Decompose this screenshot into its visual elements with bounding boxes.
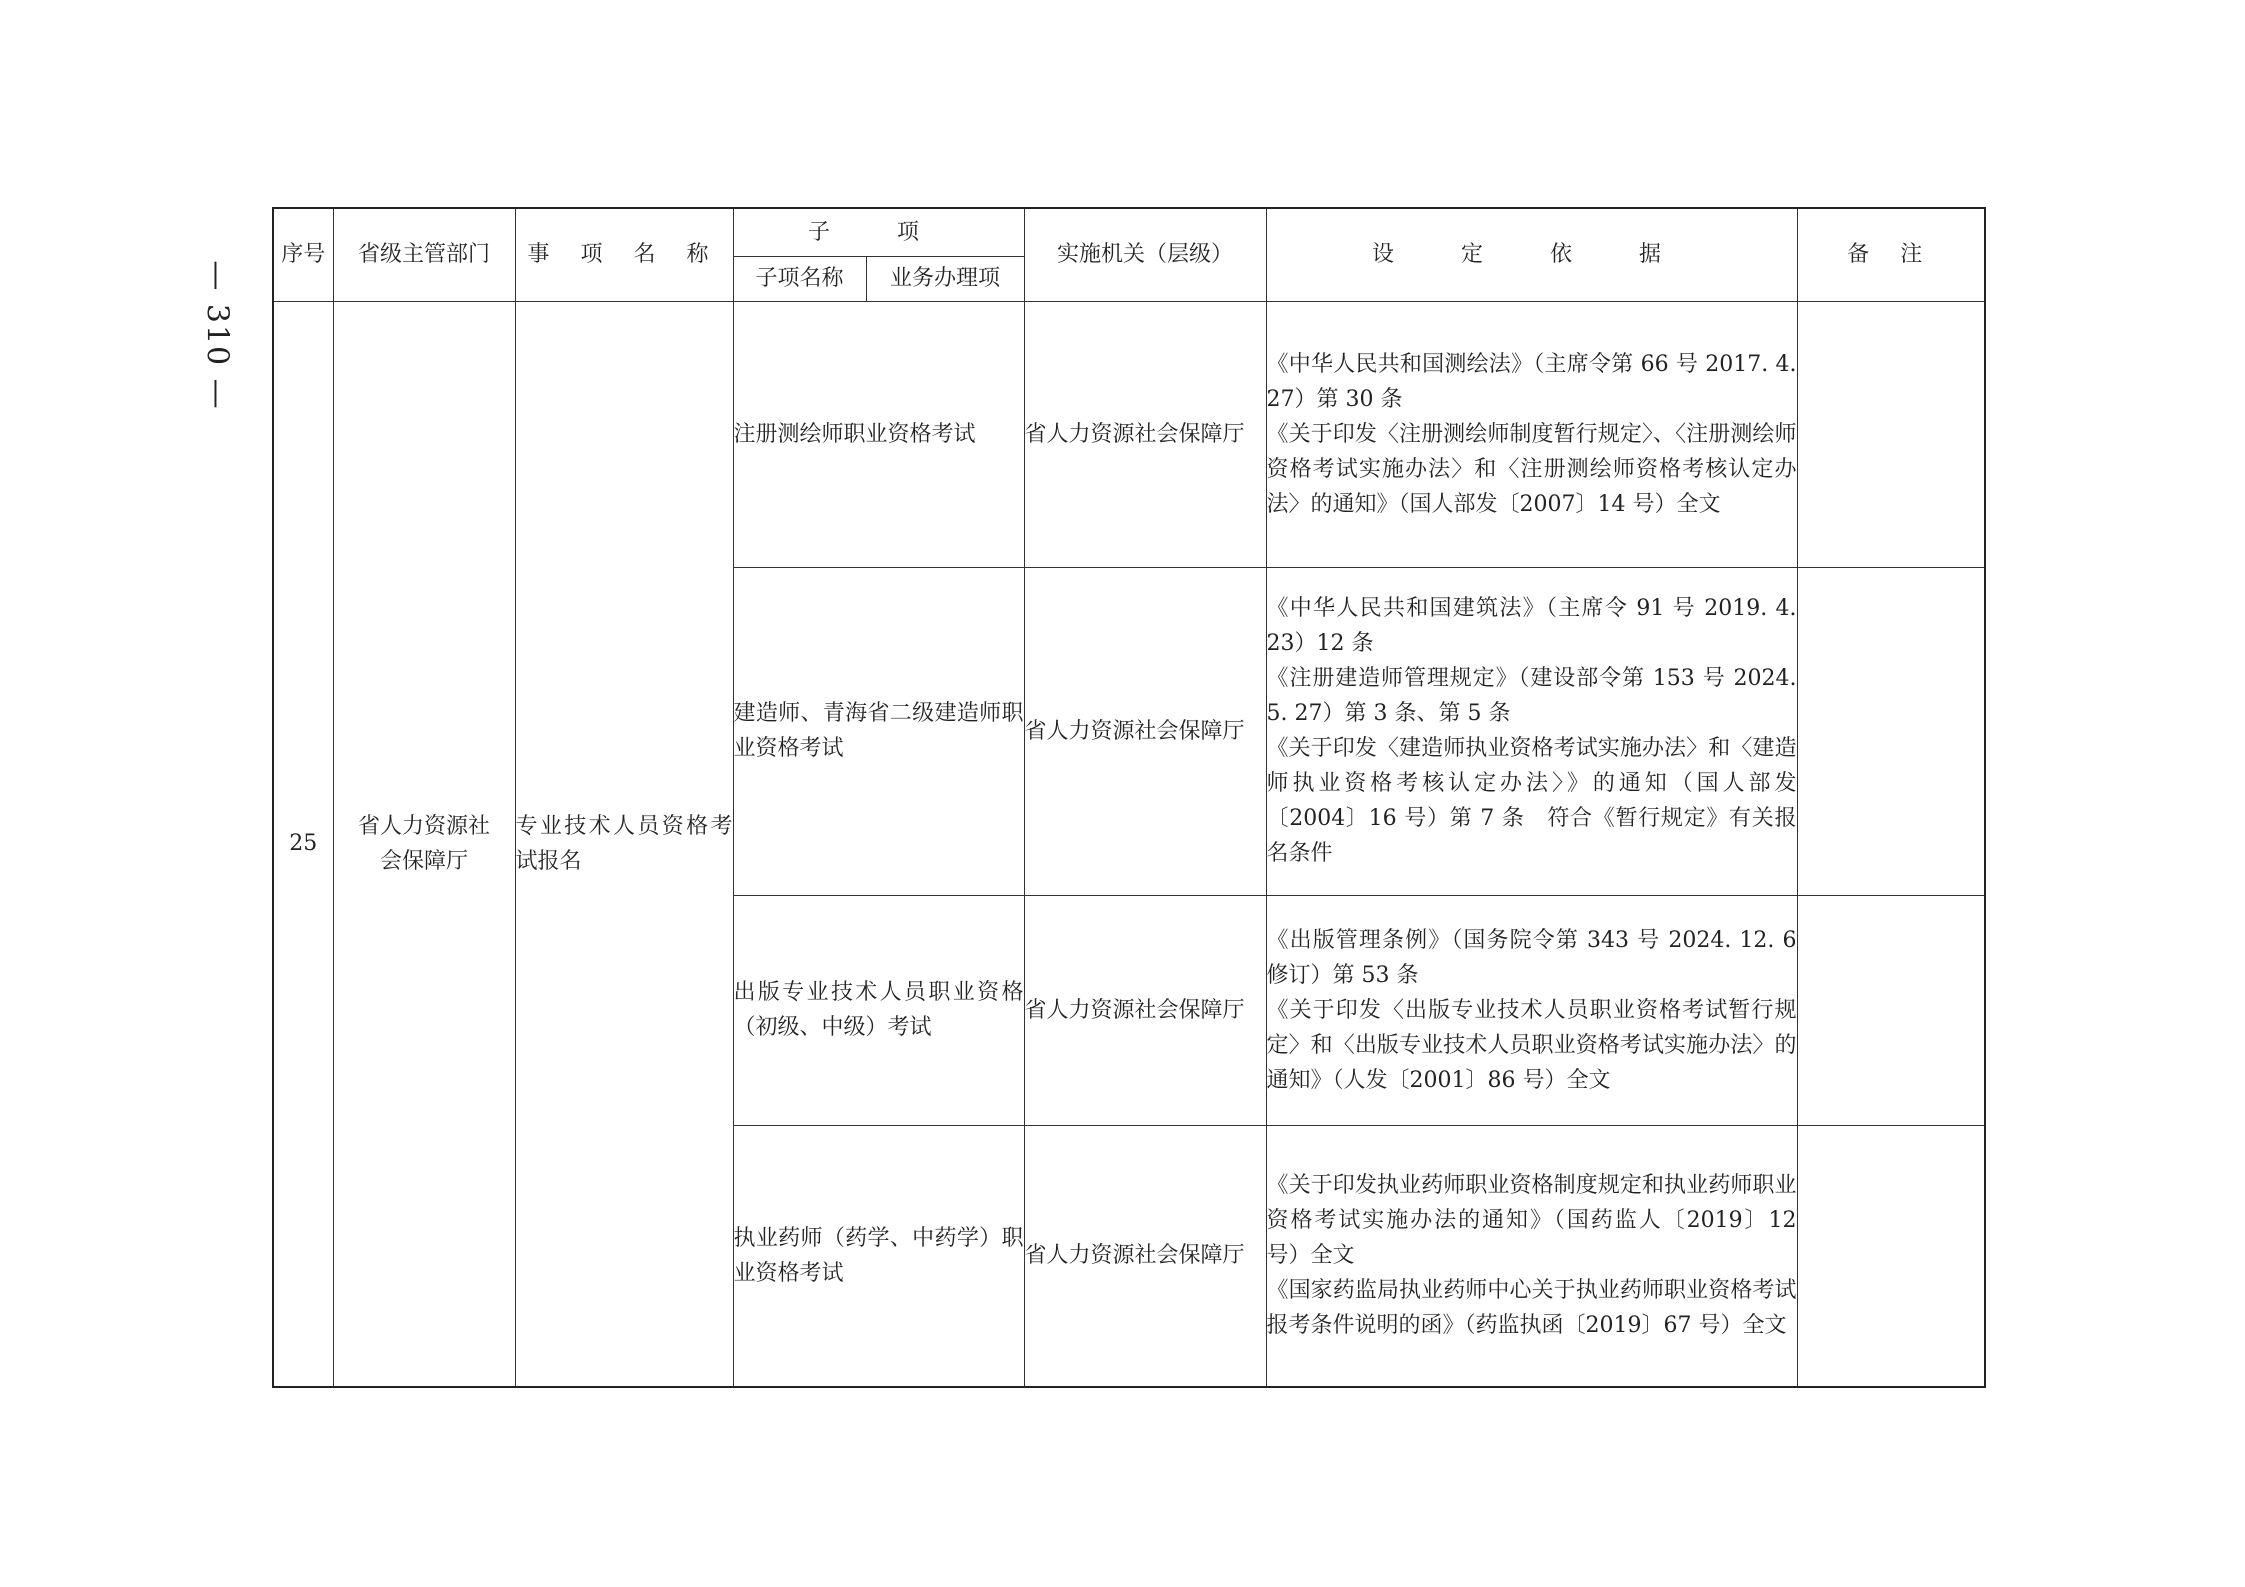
subitem-basis	[1266, 1125, 1797, 1387]
subitem-remark	[1797, 1125, 1985, 1387]
basis-line: 《关于印发〈注册测绘师制度暂行规定〉、〈注册测绘师资格考试实施办法〉和〈注册测绘师资格考核认定办法〉的通知》（国人部发〔2007〕14 号）全文	[1266, 421, 1797, 517]
header-remark: 备 注	[1797, 208, 1985, 301]
page-number	[197, 240, 237, 430]
subitem-basis	[1266, 895, 1797, 1125]
basis-line: 《关于印发执业药师职业资格制度规定和执业药师职业资格考试实施办法的通知》（国药监人〔2019〕12 号）全文	[1266, 1173, 1797, 1269]
subitem-agency: 省人力资源社会保障厅	[1024, 567, 1266, 895]
header-seq: 序号	[273, 208, 333, 301]
basis-line: 《中华人民共和国测绘法》（主席令第 66 号 2017. 4. 27）第 30 条	[1266, 351, 1797, 412]
items-table	[272, 207, 1986, 1388]
basis-line: 《关于印发〈出版专业技术人员职业资格考试暂行规定〉和〈出版专业技术人员职业资格考试实施办法〉的通知》（人发〔2001〕86 号）全文	[1266, 997, 1797, 1093]
basis-line: 《中华人民共和国建筑法》（主席令 91 号 2019. 4. 23）12 条	[1266, 596, 1797, 656]
subitem-remark	[1797, 301, 1985, 567]
subitem-name: 建造师、青海省二级建造师职业资格考试	[733, 567, 1024, 895]
subitem-name: 出版专业技术人员职业资格（初级、中级）考试	[733, 895, 1024, 1125]
header-dept: 省级主管部门	[333, 208, 515, 301]
header-business: 业务办理项	[866, 256, 1024, 301]
header-sub: 子 项	[733, 208, 1024, 256]
page-number-text: — 310 —	[199, 259, 235, 411]
row-dept: 省人力资源社会保障厅	[333, 301, 515, 1387]
basis-line: 《关于印发〈建造师执业资格考试实施办法〉和〈建造师执业资格考核认定办法〉》的通知（国人部发〔2004〕16 号）第 7 条 符合《暂行规定》有关报名条件	[1266, 736, 1797, 866]
subitem-basis	[1266, 567, 1797, 895]
header-item-name: 事 项 名 称	[515, 208, 733, 301]
subitem-remark	[1797, 567, 1985, 895]
subitem-agency: 省人力资源社会保障厅	[1024, 1125, 1266, 1387]
subitem-agency: 省人力资源社会保障厅	[1024, 895, 1266, 1125]
subitem-basis	[1266, 301, 1797, 567]
header-sub-name: 子项名称	[733, 256, 866, 301]
subitem-name: 注册测绘师职业资格考试	[733, 301, 1024, 567]
basis-line: 《注册建造师管理规定》（建设部令第 153 号 2024. 5. 27）第 3 条、第 5 条	[1266, 666, 1797, 726]
header-agency: 实施机关（层级）	[1024, 208, 1266, 301]
basis-line: 《出版管理条例》（国务院令第 343 号 2024. 12. 6 修订）第 53 条	[1266, 927, 1797, 988]
subitem-name: 执业药师（药学、中药学）职业资格考试	[733, 1125, 1024, 1387]
row-seq: 25	[273, 301, 333, 1387]
table-row	[273, 301, 1985, 567]
subitem-remark	[1797, 895, 1985, 1125]
row-item-name: 专业技术人员资格考试报名	[515, 301, 733, 1387]
subitem-agency: 省人力资源社会保障厅	[1024, 301, 1266, 567]
basis-line: 《国家药监局执业药师中心关于执业药师职业资格考试报考条件说明的函》（药监执函〔2019〕67 号）全文	[1266, 1278, 1797, 1339]
header-basis: 设 定 依 据	[1266, 208, 1797, 301]
